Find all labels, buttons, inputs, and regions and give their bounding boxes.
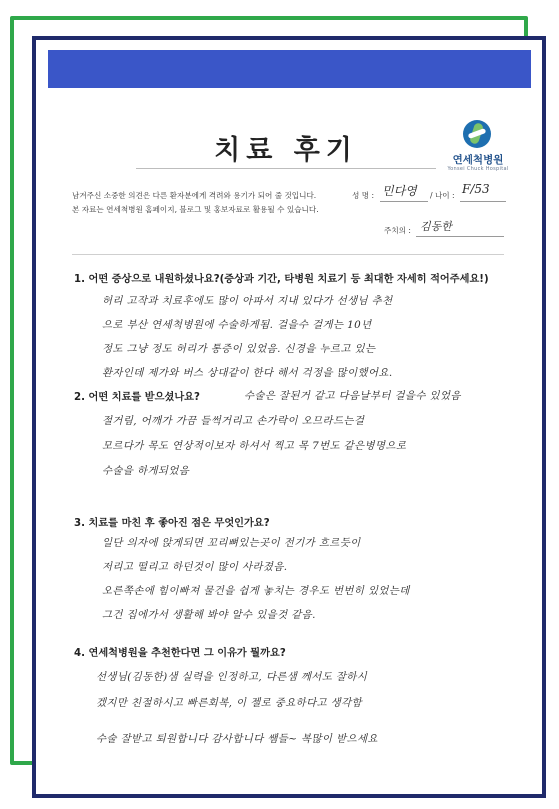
page-title: 치료 후기 — [214, 135, 358, 166]
intro-line-2: 본 자료는 연세척병원 홈페이지, 블로그 및 홍보자료로 활용될 수 있습니다. — [72, 205, 319, 214]
answer-3-line-3: 오른쪽손에 힘이빠져 물건을 쉽게 놓치는 경우도 번번히 있었는데 — [102, 585, 410, 597]
question-2: 2. 어떤 치료를 받으셨나요? — [74, 392, 200, 403]
answer-3-line-2: 저리고 떨리고 하던것이 많이 사라졌음. — [102, 561, 288, 573]
header-band — [48, 50, 531, 88]
title-underline — [136, 168, 436, 169]
answer-3-line-4: 그건 집에가서 생활해 봐야 알수 있을것 같음. — [102, 609, 316, 621]
logo-name: 연세척병원 — [452, 154, 504, 166]
answer-1-line-3: 정도 그냥 정도 허리가 통증이 있었음. 신경을 누르고 있는 — [102, 343, 376, 355]
answer-1-line-1: 허리 고작과 치료후에도 많이 아파서 지내 있다가 선생님 추천 — [102, 295, 393, 307]
answer-2-line-2: 모르다가 목도 연상적이보자 하셔서 찍고 목 7번도 같은병명으로 — [102, 440, 407, 452]
answer-1-line-4: 환자인데 제가와 버스 상대같이 한다 해서 걱정을 많이했어요. — [102, 367, 393, 379]
section-divider — [72, 254, 504, 255]
name-value: 민다영 — [382, 184, 417, 198]
hospital-logo — [441, 120, 515, 180]
spine-leaf-icon — [463, 120, 491, 148]
doctor-label: 주치의 : — [384, 226, 411, 235]
answer-2-line-3: 수술을 하게되었음 — [102, 465, 190, 477]
logo-subtitle: Yonsei Chuck Hospital — [447, 166, 509, 172]
answer-4-line-1: 선생님(김동한)샘 실력을 인정하고, 다른샘 께서도 잘하시 — [96, 671, 368, 683]
answer-2-inline: 수술은 잘된거 같고 다음날부터 걸을수 있었음 — [244, 390, 461, 402]
doctor-line — [416, 236, 504, 237]
name-line — [380, 201, 428, 202]
answer-1-line-2: 으로 부산 연세척병원에 수술하게됨. 걸을수 걸게는 10년 — [102, 319, 372, 331]
question-4: 4. 연세척병원을 추천한다면 그 이유가 뭘까요? — [74, 648, 286, 659]
answer-4-line-2: 겠지만 친절하시고 빠른회복, 이 젤로 중요하다고 생각함 — [96, 697, 362, 709]
answer-3-line-1: 일단 의자에 앉게되면 꼬리뼈있는곳이 전기가 흐르듯이 — [102, 537, 361, 549]
answer-4-line-3: 수술 잘받고 퇴원합니다 감사합니다 쌤들~ 복많이 받으세요 — [96, 733, 378, 745]
answer-2-line-1: 절거림, 어깨가 가끔 들썩거리고 손가락이 오므라드는걸 — [102, 415, 365, 427]
age-label: / 나이 : — [430, 191, 455, 200]
doctor-value: 김동한 — [420, 220, 452, 233]
question-3: 3. 치료를 마친 후 좋아진 점은 무엇인가요? — [74, 518, 270, 529]
form-sheet — [32, 36, 546, 798]
intro-line-1: 남겨주신 소중한 의견은 다른 환자분에게 격려와 용기가 되어 줄 것입니다. — [72, 191, 317, 200]
name-label: 성 명 : — [352, 191, 375, 200]
age-value: F/53 — [462, 182, 490, 196]
age-line — [460, 201, 506, 202]
question-1: 1. 어떤 증상으로 내원하셨나요?(증상과 기간, 타병원 치료기 등 최대한 자세히 적어주세요!) — [74, 274, 489, 285]
